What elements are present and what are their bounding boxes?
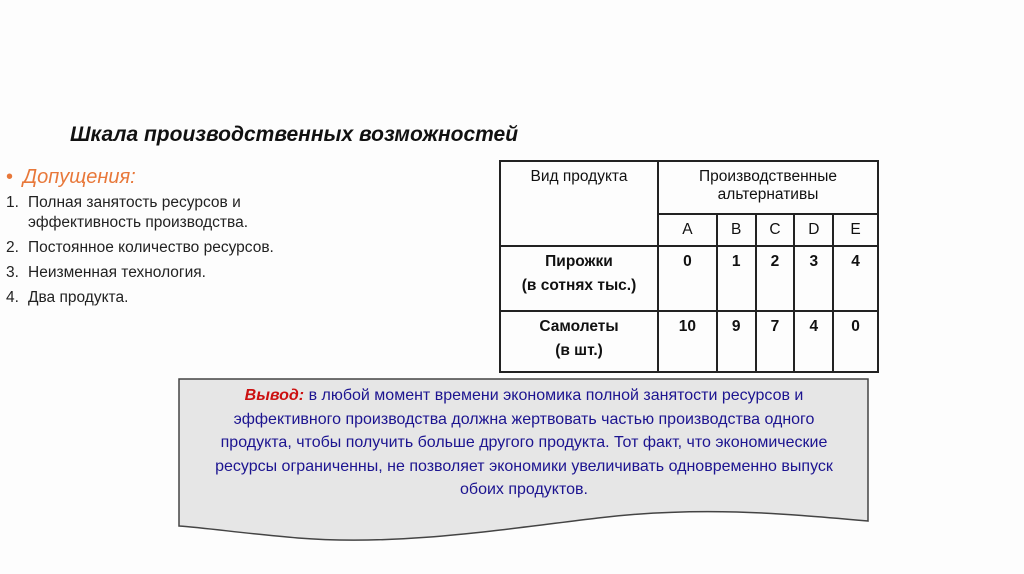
cell: 3	[794, 246, 833, 311]
cell: 1	[717, 246, 756, 311]
item-text: Два продукта.	[28, 289, 129, 306]
production-table	[499, 160, 879, 373]
cell: 0	[658, 246, 717, 311]
list-item	[6, 238, 306, 258]
alt-header: B	[717, 214, 756, 246]
assumptions-list	[6, 193, 306, 313]
conclusion-body: в любой момент времени экономика полной занятости ресурсов и эффективного производства должна жертвовать частью производства одного продукта, чтобы получить больше другого продукта. Тот факт, что экономические ресурсы ограниченны, не позволяет экономики увеличивать одновременно выпуск обоих продуктов.	[215, 387, 833, 498]
conclusion-text	[198, 384, 850, 502]
item-number: 3.	[6, 264, 19, 281]
bullet-icon: •	[6, 166, 14, 188]
row-label-unit: (в сотнях тыс.)	[521, 277, 637, 294]
header-product: Вид продукта	[500, 161, 658, 246]
slide-title: Шкала производственных возможностей	[70, 123, 519, 146]
list-item	[6, 193, 306, 233]
assumptions-heading	[6, 166, 136, 189]
conclusion-callout	[178, 378, 870, 543]
cell: 4	[794, 311, 833, 372]
cell: 9	[717, 311, 756, 372]
assumptions-heading-text: Допущения:	[23, 166, 136, 188]
cell: 2	[756, 246, 795, 311]
item-text: Неизменная технология.	[28, 264, 206, 281]
list-item	[6, 288, 306, 308]
row-label-main: Пирожки	[545, 253, 613, 270]
alt-header: D	[794, 214, 833, 246]
item-number: 2.	[6, 239, 19, 256]
table-row	[500, 246, 878, 311]
row-label	[500, 246, 658, 311]
table-row	[500, 311, 878, 372]
row-label-unit: (в шт.)	[555, 342, 603, 359]
item-number: 4.	[6, 289, 19, 306]
item-text: Постоянное количество ресурсов.	[28, 239, 274, 256]
alt-header: C	[756, 214, 795, 246]
conclusion-label: Вывод:	[244, 387, 305, 404]
alt-header: E	[833, 214, 878, 246]
cell: 0	[833, 311, 878, 372]
alt-header: A	[658, 214, 717, 246]
item-number: 1.	[6, 194, 19, 211]
row-label	[500, 311, 658, 372]
item-text: Полная занятость ресурсов и эффективность производства.	[28, 194, 249, 231]
cell: 4	[833, 246, 878, 311]
cell: 10	[658, 311, 717, 372]
list-item	[6, 263, 306, 283]
cell: 7	[756, 311, 795, 372]
header-alternatives: Производственные альтернативы	[658, 161, 878, 214]
row-label-main: Самолеты	[539, 318, 619, 335]
